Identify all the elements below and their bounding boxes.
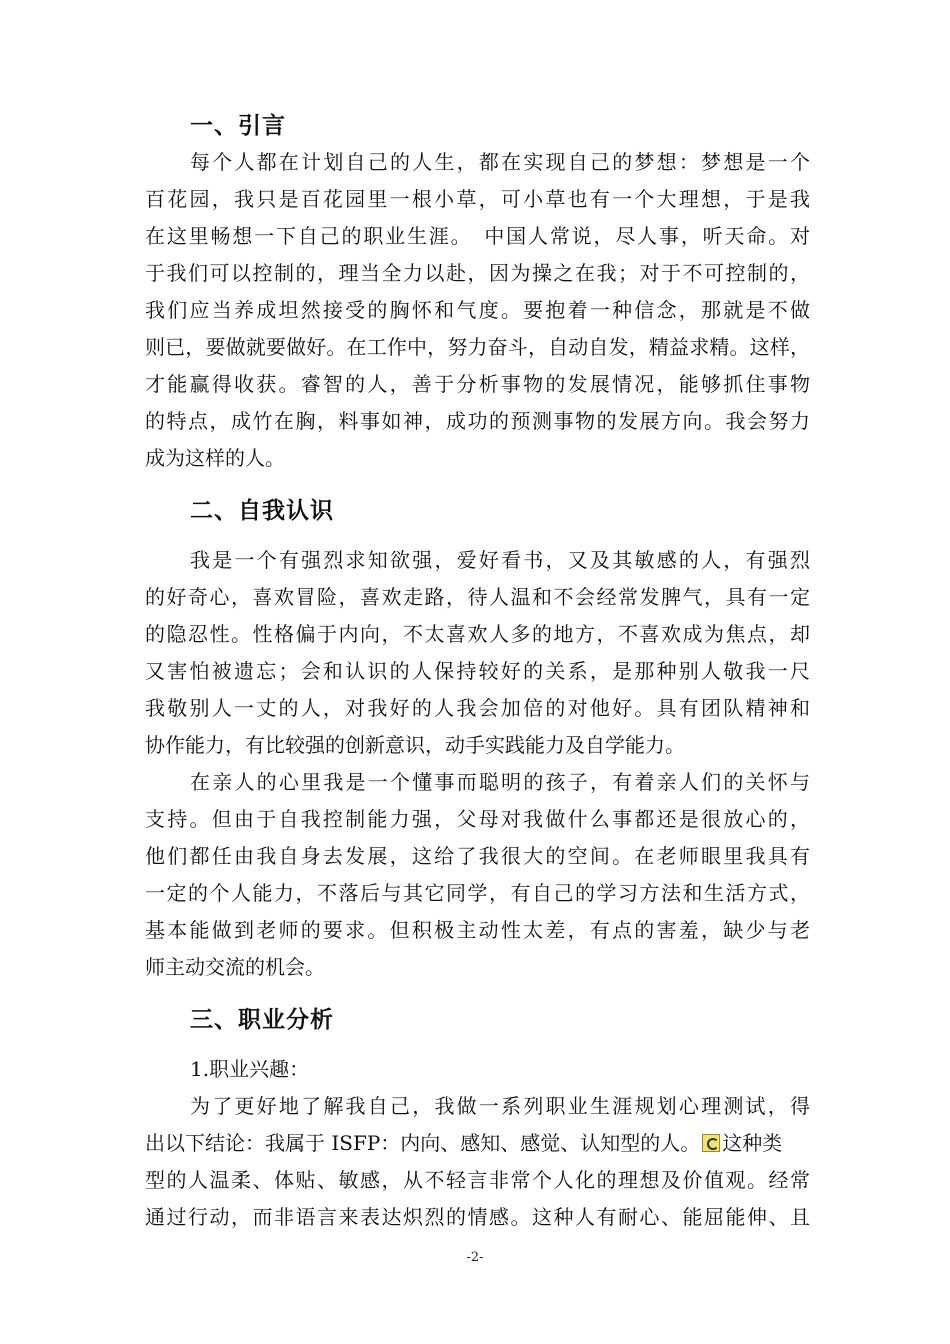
paragraph-text: 这种类 xyxy=(722,1131,783,1155)
paragraph-line: 一定的个人能力，不落后与其它同学，有自己的学习方法和生活方式， xyxy=(145,881,810,905)
section-heading-career-analysis: 三、职业分析 xyxy=(190,1007,334,1033)
paragraph-line: 通过行动，而非语言来表达炽烈的情感。这种人有耐心、能屈能伸、且 xyxy=(145,1205,810,1229)
subsection-heading: 1.职业兴趣： xyxy=(190,1057,310,1081)
paragraph-line: 的好奇心，喜欢冒险，喜欢走路，待人温和不会经常发脾气，具有一定 xyxy=(145,585,810,609)
paragraph-line: 基本能做到老师的要求。但积极主动性太差，有点的害羞，缺少与老 xyxy=(145,918,810,942)
embedded-object-icon[interactable] xyxy=(702,1134,720,1152)
section-heading-self-knowledge: 二、自我认识 xyxy=(190,498,334,524)
paragraph-line: 的特点，成竹在胸，料事如神，成功的预测事物的发展方向。我会努力 xyxy=(145,409,810,433)
page-number: -2- xyxy=(466,1250,484,1265)
paragraph-line: 在亲人的心里我是一个懂事而聪明的孩子，有着亲人们的关怀与 xyxy=(190,770,810,794)
paragraph-line: 在这里畅想一下自己的职业生涯。 中国人常说，尽人事，听天命。对 xyxy=(145,224,810,248)
paragraph-line: 他们都任由我自身去发展，这给了我很大的空间。在老师眼里我具有 xyxy=(145,844,810,868)
paragraph-line: 才能赢得收获。睿智的人，善于分析事物的发展情况，能够抓住事物 xyxy=(145,372,810,396)
paragraph-line: 每个人都在计划自己的人生，都在实现自己的梦想：梦想是一个 xyxy=(190,150,810,174)
paragraph-line: 成为这样的人。 xyxy=(145,446,285,470)
paragraph-line: 型的人温柔、体贴、敏感，从不轻言非常个人化的理想及价值观。经常 xyxy=(145,1168,810,1192)
paragraph-line xyxy=(145,1128,810,1158)
paragraph-line: 为了更好地了解我自己，我做一系列职业生涯规划心理测试，得 xyxy=(190,1094,810,1118)
paragraph-line: 的隐忍性。性格偏于内向，不太喜欢人多的地方，不喜欢成为焦点，却 xyxy=(145,622,810,646)
paragraph-line: 师主动交流的机会。 xyxy=(145,955,325,979)
paragraph-line: 于我们可以控制的，理当全力以赴，因为操之在我；对于不可控制的， xyxy=(145,261,810,285)
paragraph-line: 则已，要做就要做好。在工作中，努力奋斗，自动自发，精益求精。这样， xyxy=(145,335,810,359)
paragraph-line: 支持。但由于自我控制能力强，父母对我做什么事都还是很放心的， xyxy=(145,807,810,831)
paragraph-line: 我敬别人一丈的人，对我好的人我会加倍的对他好。具有团队精神和 xyxy=(145,696,810,720)
paragraph-line: 协作能力，有比较强的创新意识，动手实践能力及自学能力。 xyxy=(145,733,685,757)
paragraph-text: 出以下结论：我属于 ISFP：内向、感知、感觉、认知型的人。 xyxy=(145,1131,701,1155)
paragraph-line: 我是一个有强烈求知欲强，爱好看书，又及其敏感的人，有强烈 xyxy=(190,548,810,572)
section-heading-introduction: 一、引言 xyxy=(190,113,286,139)
paragraph-line: 百花园，我只是百花园里一根小草，可小草也有一个大理想，于是我 xyxy=(145,187,810,211)
paragraph-line: 又害怕被遗忘；会和认识的人保持较好的关系，是那种别人敬我一尺 xyxy=(145,659,810,683)
paragraph-line: 我们应当养成坦然接受的胸怀和气度。要抱着一种信念，那就是不做 xyxy=(145,298,810,322)
